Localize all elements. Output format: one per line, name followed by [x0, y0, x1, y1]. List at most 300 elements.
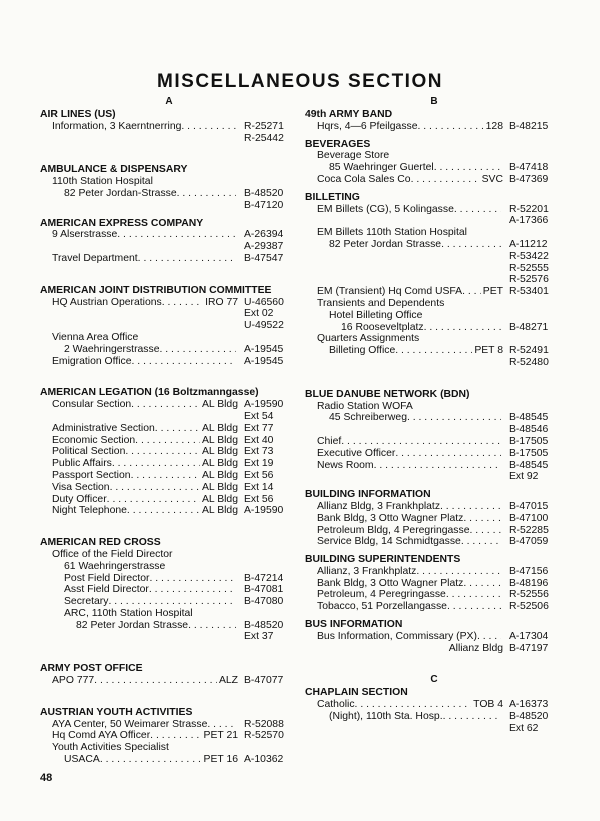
entry-phone: Ext 37 [244, 631, 274, 643]
entry-label: USACA [64, 754, 100, 766]
directory-entry [40, 121, 298, 133]
entry-label: Emigration Office [52, 355, 132, 367]
directory-entry [305, 460, 563, 472]
page-number: 48 [40, 772, 53, 784]
dot-leader [117, 229, 236, 241]
directory-section [40, 218, 298, 265]
entry-label: 45 Schreiberweg [329, 412, 407, 424]
entry-label: Political Section [52, 446, 126, 458]
dot-leader [159, 344, 236, 356]
dot-leader [112, 458, 200, 470]
entry-label: Information, 3 Kaerntnerring [52, 120, 182, 132]
directory-entry [305, 298, 563, 310]
dot-leader [469, 525, 501, 537]
section-heading: AMERICAN RED CROSS [40, 537, 161, 549]
directory-entry [40, 561, 298, 573]
dot-leader [443, 711, 501, 723]
entry-label: Consular Section [52, 399, 132, 411]
entry-label: EM (Transient) Hq Comd USFA [317, 286, 463, 298]
directory-entry [305, 501, 563, 513]
dot-leader [125, 446, 200, 458]
directory-entry [305, 174, 563, 186]
entry-phone: B-17505 [509, 435, 549, 447]
directory-entry [305, 424, 563, 436]
directory-entry [305, 448, 563, 460]
entry-phone: B-48215 [509, 120, 549, 132]
directory-entry [305, 150, 563, 162]
section-letter: C [430, 674, 438, 686]
entry-phone: A-16373 [509, 699, 549, 711]
entry-phone: R-52201 [509, 203, 549, 215]
section-letter: B [430, 96, 438, 107]
entry-label: HQ Austrian Operations [52, 296, 162, 308]
dot-leader [463, 578, 501, 590]
entry-phone: Ext 56 [244, 493, 274, 505]
entry-phone: R-25271 [244, 120, 284, 132]
dot-leader [407, 412, 501, 424]
section-heading: CHAPLAIN SECTION [305, 687, 408, 699]
directory-entry [40, 308, 298, 320]
dot-leader [395, 345, 472, 357]
directory-entry [40, 133, 298, 145]
entry-label: Secretary [64, 596, 109, 608]
section-heading: BEVERAGES [305, 138, 371, 150]
directory-entry [40, 620, 298, 632]
entry-phone: B-47418 [509, 162, 549, 174]
entry-phone: R-52088 [244, 718, 284, 730]
directory-section [40, 707, 298, 766]
directory-entry [40, 719, 298, 731]
directory-entry [40, 482, 298, 494]
dot-leader [207, 719, 236, 731]
entry-label: (Night), 110th Sta. Hosp. [329, 711, 443, 723]
directory-entry [305, 121, 563, 133]
entry-label: EM Billets (CG), 5 Kolingasse [317, 203, 454, 215]
entry-label: Vienna Area Office [52, 331, 139, 343]
entry-label: Executive Officer [317, 447, 396, 459]
section-heading: AIR LINES (US) [40, 109, 116, 120]
directory-entry [305, 631, 563, 643]
section-letter: A [165, 96, 173, 107]
dot-leader [110, 482, 200, 494]
entry-phone: B-17505 [509, 447, 549, 459]
dot-leader [127, 505, 200, 517]
entry-phone: B-47059 [509, 536, 549, 548]
entry-phone: B-47197 [509, 642, 549, 654]
section-heading: AMERICAN LEGATION (16 Boltzmanngasse) [40, 387, 259, 399]
directory-entry [305, 643, 563, 655]
entry-phone: U-49522 [244, 320, 284, 332]
dot-leader [447, 601, 501, 613]
entry-phone: B-47156 [509, 565, 549, 577]
entry-phone: R-52570 [244, 730, 284, 742]
directory-entry [305, 310, 563, 322]
directory-entry [305, 723, 563, 735]
directory-entry [40, 730, 298, 742]
entry-location: ALZ [218, 675, 238, 687]
entry-phone: Ext 54 [244, 410, 274, 422]
entry-label: 82 Peter Jordan Strasse [76, 619, 189, 631]
entry-label: APO 777 [52, 675, 95, 687]
entry-label: Billeting Office [329, 345, 396, 357]
entry-phone: A-17304 [509, 630, 549, 642]
entry-phone: A-10362 [244, 754, 284, 766]
entry-phone: R-52491 [509, 345, 549, 357]
dot-leader [177, 188, 236, 200]
directory-entry [40, 754, 298, 766]
directory-section [305, 192, 563, 369]
entry-location: AL Bldg [201, 469, 238, 481]
directory-section [40, 109, 298, 144]
directory-section [40, 285, 298, 368]
entry-phone: R-52555 [509, 262, 549, 274]
section-heading: 49th ARMY BAND [305, 109, 393, 120]
entry-label: Allianz Bldg, 3 Frankhplatz [317, 500, 441, 512]
entry-phone: R-52506 [509, 601, 549, 613]
section-heading: BUS INFORMATION [305, 619, 403, 631]
dot-leader [155, 423, 200, 435]
entry-location: AL Bldg [201, 399, 238, 411]
entry-label: Visa Section [52, 481, 110, 493]
directory-section [305, 687, 563, 734]
section-heading: AMERICAN EXPRESS COMPANY [40, 217, 204, 229]
entry-location: SVC [481, 173, 503, 185]
directory-entry [40, 549, 298, 561]
directory-entry [305, 286, 563, 298]
directory-entry [40, 458, 298, 470]
entry-label: Administrative Section [52, 422, 155, 434]
entry-phone: Ext 19 [244, 458, 274, 470]
dot-leader [461, 536, 501, 548]
directory-entry [40, 494, 298, 506]
directory-entry [40, 297, 298, 309]
entry-location: AL Bldg [201, 434, 238, 446]
entry-location: 128 [485, 120, 503, 132]
entry-phone: B-47120 [244, 199, 284, 211]
entry-phone: Ext 40 [244, 434, 274, 446]
entry-label: 61 Waehringerstrasse [64, 560, 166, 572]
section-heading: ARMY POST OFFICE [40, 663, 143, 675]
directory-section [40, 164, 298, 211]
directory-entry [305, 239, 563, 251]
entry-label: Bank Bldg, 3 Otto Wagner Platz [317, 577, 464, 589]
directory-entry [40, 742, 298, 754]
entry-label: Bank Bldg, 3 Otto Wagner Platz [317, 512, 464, 524]
directory-entry [40, 411, 298, 423]
entry-location: PET 16 [203, 754, 238, 766]
dot-leader [463, 513, 501, 525]
dot-leader [374, 460, 501, 472]
directory-entry [305, 215, 563, 227]
entry-location: Allianz Bldg [448, 642, 503, 654]
directory-entry [305, 333, 563, 345]
directory-entry [305, 227, 563, 239]
right-column [305, 96, 563, 755]
entry-label: Hotel Billeting Office [329, 309, 423, 321]
entry-label: 85 Waehringer Guertel [329, 162, 434, 174]
entry-phone: A-19545 [244, 343, 284, 355]
entry-label: Economic Section [52, 434, 136, 446]
entry-label: Bus Information, Commissary (PX) [317, 630, 477, 642]
directory-entry [305, 401, 563, 413]
directory-entry [40, 399, 298, 411]
section-heading: BLUE DANUBE NETWORK (BDN) [305, 388, 470, 400]
directory-entry [305, 162, 563, 174]
entry-phone: Ext 92 [509, 471, 539, 483]
entry-phone: U-46560 [244, 296, 284, 308]
dot-leader [131, 470, 200, 482]
directory-entry [305, 578, 563, 590]
section-heading: BUILDING SUPERINTENDENTS [305, 554, 461, 566]
dot-leader [108, 596, 236, 608]
entry-phone: A-29387 [244, 241, 284, 253]
entry-label: Coca Cola Sales Co [317, 173, 411, 185]
directory-section [305, 389, 563, 483]
entry-phone: B-48520 [244, 619, 284, 631]
directory-entry [305, 589, 563, 601]
dot-leader [477, 631, 501, 643]
dot-leader [149, 584, 236, 596]
entry-phone: B-48546 [509, 424, 549, 436]
entry-phone: B-48545 [509, 459, 549, 471]
entry-phone: B-48520 [244, 187, 284, 199]
dot-leader [416, 566, 501, 578]
dot-leader [341, 436, 501, 448]
directory-entry [40, 608, 298, 620]
entry-label: EM Billets 110th Station Hospital [317, 227, 467, 239]
entry-location: IRO 77 [205, 296, 238, 308]
section-heading: BUILDING INFORMATION [305, 489, 431, 501]
dot-leader [131, 399, 200, 411]
dot-leader [181, 121, 236, 133]
entry-phone: R-53401 [509, 286, 549, 298]
entry-location: PET 21 [203, 730, 238, 742]
entry-location: AL Bldg [201, 422, 238, 434]
dot-leader [440, 501, 501, 513]
entry-phone: Ext 02 [244, 308, 274, 320]
directory-entry [40, 344, 298, 356]
directory-entry [305, 251, 563, 263]
directory-entry [305, 601, 563, 613]
directory-entry [40, 675, 298, 687]
entry-label: Office of the Field Director [52, 548, 173, 560]
entry-label: Quarters Assignments [317, 333, 420, 345]
entry-label: Passport Section [52, 469, 131, 481]
dot-leader [135, 435, 200, 447]
entry-label: Hq Comd AYA Officer [52, 730, 151, 742]
entry-phone: B-47015 [509, 500, 549, 512]
entry-phone: B-48520 [509, 711, 549, 723]
page-title: MISCELLANEOUS SECTION [157, 71, 443, 92]
entry-label: Public Affairs [52, 458, 112, 470]
directory-entry [305, 471, 563, 483]
entry-phone: R-52576 [509, 274, 549, 286]
entry-label: Radio Station WOFA [317, 400, 413, 412]
entry-phone: R-25442 [244, 132, 284, 144]
entry-label: Asst Field Director [64, 584, 149, 596]
directory-entry [305, 322, 563, 334]
entry-phone: B-47080 [244, 596, 284, 608]
dot-leader [94, 675, 217, 687]
dot-leader [446, 589, 501, 601]
directory-entry [305, 711, 563, 723]
entry-location: AL Bldg [201, 481, 238, 493]
dot-leader [418, 121, 484, 133]
directory-entry [40, 423, 298, 435]
entry-phone: R-52556 [509, 589, 549, 601]
entry-location: TOB 4 [473, 699, 503, 711]
entry-label: 82 Peter Jordan-Strasse [64, 187, 177, 199]
entry-label: Tobacco, 51 Porzellangasse [317, 601, 447, 613]
directory-entry [40, 200, 298, 212]
entry-label: Hqrs, 4—6 Pfeilgasse [317, 120, 418, 132]
directory-entry [40, 573, 298, 585]
entry-label: Youth Activities Specialist [52, 742, 169, 754]
directory-entry [40, 229, 298, 241]
entry-phone: A-17366 [509, 215, 549, 227]
directory-entry [305, 263, 563, 275]
dot-leader [395, 448, 501, 460]
directory-section [305, 139, 563, 186]
directory-entry [40, 188, 298, 200]
directory-entry [40, 356, 298, 368]
dot-leader [132, 356, 236, 368]
entry-phone: Ext 14 [244, 481, 274, 493]
entry-location: AL Bldg [201, 458, 238, 470]
entry-location: PET [482, 286, 503, 298]
entry-phone: R-52480 [509, 356, 549, 368]
entry-label: Travel Department [52, 252, 138, 264]
entry-label: Night Telephone [52, 505, 127, 517]
entry-phone: Ext 62 [509, 722, 539, 734]
directory-section [40, 663, 298, 687]
dot-leader [355, 699, 472, 711]
section-heading: BILLETING [305, 191, 360, 203]
entry-label: Duty Officer [52, 493, 107, 505]
directory-entry [305, 357, 563, 369]
directory-entry [40, 320, 298, 332]
entry-location: PET 8 [474, 345, 503, 357]
dot-leader [150, 730, 201, 742]
entry-label: Beverage Store [317, 150, 390, 162]
entry-label: Petroleum, 4 Peregringasse [317, 589, 446, 601]
entry-label: 9 Alserstrasse [52, 229, 118, 241]
entry-phone: B-47100 [509, 512, 549, 524]
dot-leader [462, 286, 481, 298]
directory-section [305, 109, 563, 133]
directory-entry [305, 274, 563, 286]
entry-phone: B-48196 [509, 577, 549, 589]
entry-label: ARC, 110th Station Hospital [64, 607, 193, 619]
entry-phone: B-48545 [509, 412, 549, 424]
dot-leader [138, 253, 236, 265]
dot-leader [149, 573, 236, 585]
directory-section [305, 489, 563, 548]
directory-entry [305, 412, 563, 424]
entry-phone: B-47369 [509, 173, 549, 185]
entry-label: 2 Waehringerstrasse [64, 343, 160, 355]
directory-entry [40, 470, 298, 482]
directory-entry [305, 513, 563, 525]
entry-phone: R-53422 [509, 250, 549, 262]
dot-leader [162, 297, 203, 309]
entry-phone: Ext 77 [244, 422, 274, 434]
directory-entry [40, 596, 298, 608]
directory-entry [305, 536, 563, 548]
dot-leader [188, 620, 236, 632]
entry-location: AL Bldg [201, 446, 238, 458]
entry-phone: R-52285 [509, 524, 549, 536]
dot-leader [100, 754, 202, 766]
entry-label: Service Bldg, 14 Schmidtgasse [317, 536, 461, 548]
entry-label: Allianz, 3 Frankhplatz [317, 565, 417, 577]
entry-label: News Room [317, 459, 374, 471]
dot-leader [441, 239, 501, 251]
directory-entry [40, 584, 298, 596]
directory-entry [40, 332, 298, 344]
entry-phone: B-48271 [509, 321, 549, 333]
directory-entry [40, 446, 298, 458]
directory-section [40, 387, 298, 517]
entry-label: 110th Station Hospital [52, 176, 153, 188]
entry-phone: B-47081 [244, 584, 284, 596]
directory-entry [305, 345, 563, 357]
entry-label: 82 Peter Jordan Strasse [329, 238, 442, 250]
section-heading: AMERICAN JOINT DISTRIBUTION COMMITTEE [40, 284, 272, 296]
entry-phone: Ext 73 [244, 446, 274, 458]
section-heading: AMBULANCE & DISPENSARY [40, 164, 188, 176]
dot-leader [411, 174, 480, 186]
dot-leader [454, 204, 501, 216]
directory-entry [305, 566, 563, 578]
dot-leader [434, 162, 501, 174]
entry-location: AL Bldg [201, 505, 238, 517]
directory-section [305, 554, 563, 613]
directory-entry [305, 204, 563, 216]
directory-entry [40, 631, 298, 643]
entry-label: 16 Rooseveltplatz [341, 321, 424, 333]
entry-label: Petroleum Bldg, 4 Peregringasse [317, 524, 470, 536]
directory-section [40, 537, 298, 643]
directory-entry [305, 525, 563, 537]
entry-label: Catholic [317, 699, 355, 711]
dot-leader [424, 322, 501, 334]
entry-location: AL Bldg [201, 493, 238, 505]
entry-label: AYA Center, 50 Weimarer Strasse [52, 718, 208, 730]
directory-entry [305, 699, 563, 711]
directory-entry [305, 436, 563, 448]
left-column [40, 96, 298, 786]
entry-phone: B-47077 [244, 675, 284, 687]
section-heading: AUSTRIAN YOUTH ACTIVITIES [40, 706, 193, 718]
entry-phone: A-19590 [244, 399, 284, 411]
entry-phone: A-11212 [509, 238, 548, 250]
entry-phone: A-19545 [244, 355, 284, 367]
directory-section [305, 619, 563, 654]
directory-entry [40, 253, 298, 265]
entry-phone: A-26394 [244, 229, 284, 241]
entry-label: Chief [317, 435, 342, 447]
directory-entry [40, 241, 298, 253]
dot-leader [107, 494, 200, 506]
directory-entry [40, 505, 298, 517]
entry-phone: B-47547 [244, 252, 284, 264]
directory-entry [40, 435, 298, 447]
entry-label: Transients and Dependents [317, 297, 445, 309]
entry-phone: A-19590 [244, 505, 284, 517]
entry-phone: B-47214 [244, 572, 284, 584]
directory-entry [40, 176, 298, 188]
